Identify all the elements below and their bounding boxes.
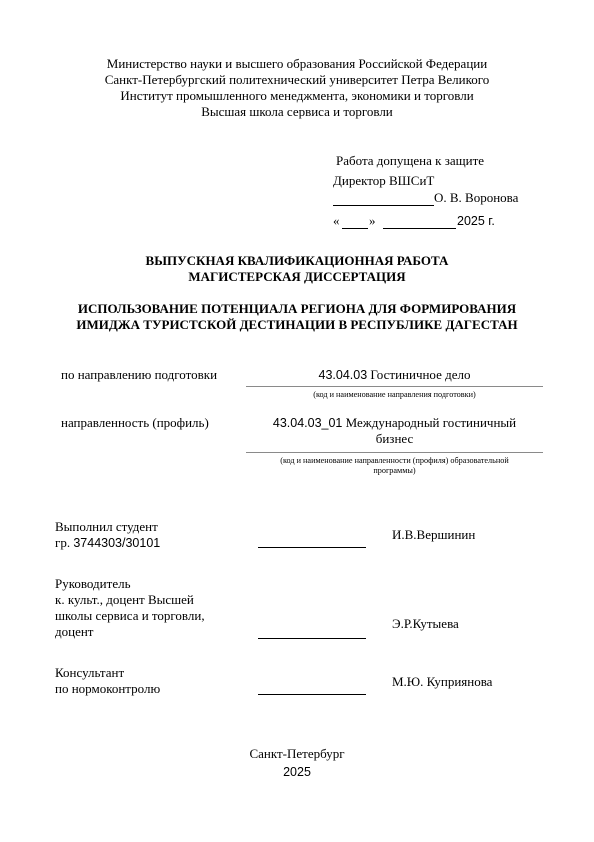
work-type-line-2: МАГИСТЕРСКАЯ ДИССЕРТАЦИЯ — [188, 269, 406, 284]
date-open-quote: « — [333, 213, 340, 228]
direction-name: Гостиничное дело — [367, 367, 471, 382]
consultant-name: М.Ю. Куприянова — [392, 674, 493, 689]
footer-city: Санкт-Петербург — [249, 746, 345, 761]
consultant-label — [55, 665, 160, 697]
student-label-line-1: Выполнил студент — [55, 519, 158, 534]
supervisor-name: Э.Р.Кутыева — [392, 616, 459, 631]
date-day-line — [342, 228, 368, 229]
student-group-line — [55, 535, 160, 551]
direction-label: по направлению подготовки — [61, 367, 218, 382]
date-year: 2025 г. — [457, 214, 495, 228]
ministry-line: Министерство науки и высшего образования Российской Федерации — [106, 56, 488, 71]
supervisor-label — [55, 576, 205, 640]
director-signature-line — [333, 205, 434, 206]
supervisor-label-line-4: доцент — [55, 624, 94, 639]
profile-underline — [246, 452, 543, 453]
profile-caption — [246, 456, 543, 476]
university-line: Санкт-Петербургский политехнический университет Петра Великого — [104, 72, 490, 87]
direction-underline — [246, 386, 543, 387]
supervisor-label-line-1: Руководитель — [55, 576, 131, 591]
topic-title — [0, 301, 594, 333]
approval-line-2: Директор ВШСиТ — [333, 173, 435, 188]
profile-name-line-1: Международный гостиничный — [342, 415, 517, 430]
consultant-label-line-2: по нормоконтролю — [55, 681, 161, 696]
topic-line-1: ИСПОЛЬЗОВАНИЕ ПОТЕНЦИАЛА РЕГИОНА ДЛЯ ФОРМИРОВАНИЯ — [77, 301, 517, 316]
topic-line-2: ИМИДЖА ТУРИСТСКОЙ ДЕСТИНАЦИИ В РЕСПУБЛИКЕ ДАГЕСТАН — [76, 317, 518, 332]
director-name: О. В. Воронова — [434, 190, 519, 205]
approval-line-1: Работа допущена к защите — [336, 153, 485, 168]
direction-code: 43.04.03 — [318, 368, 368, 382]
supervisor-signature-line — [258, 638, 366, 639]
institute-line: Институт промышленного менеджмента, экономики и торговли — [120, 88, 474, 103]
profile-value-line-1 — [246, 415, 543, 431]
student-name: И.В.Вершинин — [392, 527, 476, 542]
supervisor-label-line-3: школы сервиса и торговли, — [55, 608, 205, 623]
work-type-line-1: ВЫПУСКНАЯ КВАЛИФИКАЦИОННАЯ РАБОТА — [145, 253, 449, 268]
work-type-title — [0, 253, 594, 285]
profile-caption-line-1: (код и наименование направленности (профиля) образовательной — [280, 456, 509, 465]
school-line: Высшая школа сервиса и торговли — [201, 104, 393, 119]
profile-code: 43.04.03_01 — [272, 416, 343, 430]
profile-name-line-2: бизнес — [375, 431, 414, 446]
profile-value — [246, 415, 543, 447]
student-signature-line — [258, 547, 366, 548]
date-month-line — [383, 228, 456, 229]
header-block — [0, 56, 594, 120]
consultant-signature-line — [258, 694, 366, 695]
student-group: 3744303/30101 — [73, 536, 161, 550]
consultant-label-line-1: Консультант — [55, 665, 125, 680]
direction-caption: (код и наименование направления подготовки) — [313, 390, 476, 399]
profile-label: направленность (профиль) — [61, 415, 209, 430]
direction-value — [246, 367, 543, 383]
date-close-quote: » — [369, 213, 376, 228]
student-group-prefix: гр. — [55, 535, 74, 550]
profile-caption-line-2: программы) — [373, 466, 416, 475]
student-label — [55, 519, 160, 551]
footer-year: 2025 — [283, 765, 311, 779]
supervisor-label-line-2: к. культ., доцент Высшей — [55, 592, 194, 607]
